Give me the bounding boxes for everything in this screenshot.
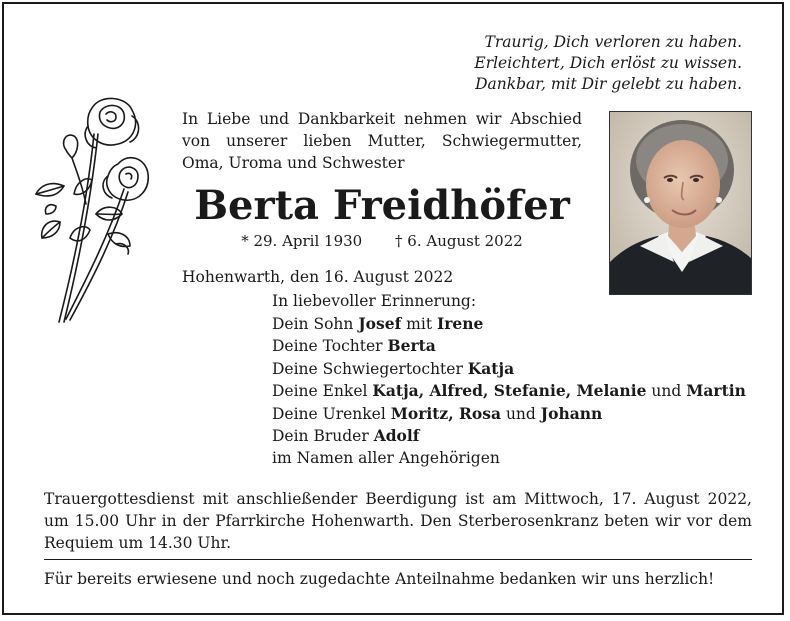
rose-illustration-icon	[34, 94, 152, 324]
mourners-closing: im Namen aller Angehörigen	[272, 448, 500, 467]
mourner-brother	[272, 425, 746, 448]
mourner-relation: Deine Enkel	[272, 382, 373, 400]
mourner-relation: Deine Schwiegertochter	[272, 359, 468, 378]
motto-verse	[474, 32, 742, 95]
mourner-name: Berta	[387, 336, 436, 355]
mourners-heading: In liebevoller Erinnerung:	[272, 292, 477, 310]
portrait-photo	[609, 111, 752, 295]
mourner-daughter-in-law	[272, 358, 746, 381]
mourner-name: Johann	[540, 403, 603, 423]
mourner-relation: Dein Bruder	[272, 427, 374, 445]
portrait-photo-icon	[610, 112, 752, 295]
mourner-name: Irene	[437, 313, 484, 333]
life-dates	[182, 232, 582, 250]
birth-date: * 29. April 1930	[241, 232, 363, 250]
mourner-daughter	[272, 335, 746, 358]
mourner-name: Katja	[467, 358, 515, 378]
mourners-list	[272, 291, 746, 469]
obituary-card	[2, 2, 784, 615]
mourner-name: Katja, Alfred, Stefanie, Melanie	[372, 381, 647, 400]
deceased-name: Berta Freidhöfer	[194, 182, 570, 229]
mourner-name: Moritz, Rosa	[390, 403, 502, 423]
thanks-line: Für bereits erwiesene und noch zugedachte Anteilnahme bedanken wir uns herzlich!	[44, 570, 715, 588]
intro-text: In Liebe und Dankbarkeit nehmen wir Abschied von unserer lieben Mutter, Schwiegermutter, Oma, Uroma und Schwester	[182, 110, 582, 172]
mourner-relation: Deine Tochter	[272, 337, 388, 355]
mourner-grandchildren	[272, 380, 746, 403]
motto-line-2: Erleichtert, Dich erlöst zu wissen.	[474, 54, 742, 72]
mourner-name: Josef	[358, 313, 402, 333]
mourner-connector: und	[646, 382, 687, 400]
place-and-date: Hohenwarth, den 16. August 2022	[182, 268, 454, 286]
mourner-son	[272, 313, 746, 336]
mourner-relation: Dein Sohn	[272, 314, 359, 333]
mourner-connector: und	[501, 404, 541, 423]
death-date: † 6. August 2022	[395, 232, 523, 250]
motto-line-1: Traurig, Dich verloren zu haben.	[484, 33, 742, 51]
mourner-connector: mit	[401, 314, 437, 333]
service-announcement: Trauergottesdienst mit anschließender Beerdigung ist am Mittwoch, 17. August 2022, um 15.00 Uhr in der Pfarrkirche Hohenwarth. Den Sterberosenkranz beten wir vor dem Requiem um 14.30 Uhr.	[44, 490, 752, 552]
mourner-name: Adolf	[373, 426, 420, 445]
divider-line	[44, 559, 752, 560]
mourner-great-grandchildren	[272, 403, 746, 426]
mourner-name: Martin	[686, 381, 746, 400]
mourner-relation: Deine Urenkel	[272, 404, 391, 423]
motto-line-3: Dankbar, mit Dir gelebt zu haben.	[475, 75, 742, 93]
